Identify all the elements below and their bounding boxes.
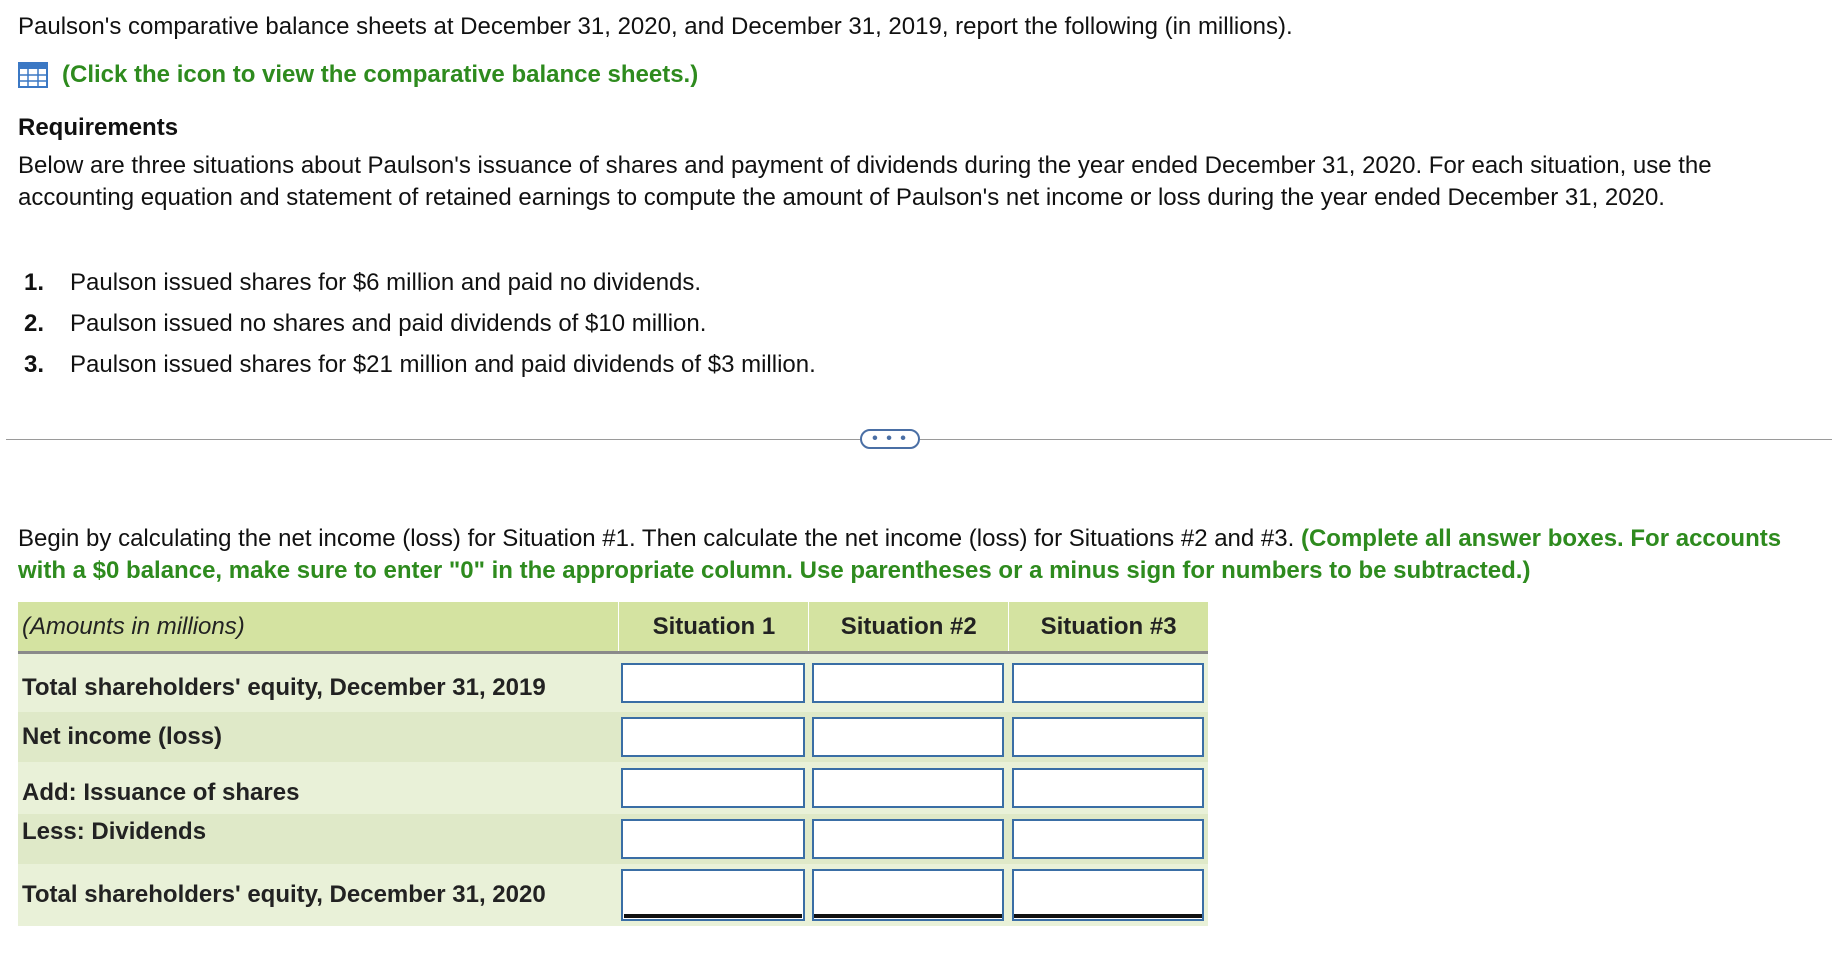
double-underline bbox=[1014, 914, 1202, 918]
answer-input-row1-sit2[interactable] bbox=[812, 663, 1004, 703]
requirements-title: Requirements bbox=[18, 114, 179, 141]
header-situation-3: Situation #3 bbox=[1008, 602, 1208, 651]
row-label: Total shareholders' equity, December 31, 2019 bbox=[22, 674, 546, 701]
table-row bbox=[18, 864, 1208, 926]
view-balance-sheets-link[interactable] bbox=[18, 60, 698, 90]
cell bbox=[1008, 814, 1208, 864]
table-row bbox=[18, 762, 1208, 814]
cell bbox=[808, 654, 1008, 712]
cell bbox=[1008, 864, 1208, 926]
cell bbox=[618, 712, 808, 762]
double-underline bbox=[624, 914, 802, 918]
intro-text: Paulson's comparative balance sheets at December 31, 2020, and December 31, 2019, report the following (in millions). bbox=[18, 13, 1293, 40]
answer-input-row4-sit3[interactable] bbox=[1012, 819, 1204, 859]
cell bbox=[808, 814, 1008, 864]
cell bbox=[1008, 712, 1208, 762]
table-row bbox=[18, 712, 1208, 762]
table-row bbox=[18, 814, 1208, 864]
list-item bbox=[24, 344, 816, 385]
cell bbox=[618, 654, 808, 712]
instructions-text: Begin by calculating the net income (loss) for Situation #1. Then calculate the net income (loss) for Situations #2 and #3. bbox=[18, 525, 1295, 552]
answer-input-row3-sit2[interactable] bbox=[812, 768, 1004, 808]
list-item-number: 3. bbox=[24, 350, 45, 378]
answer-input-row3-sit1[interactable] bbox=[621, 768, 805, 808]
cell bbox=[618, 864, 808, 926]
answer-input-row2-sit1[interactable] bbox=[621, 717, 805, 757]
cell bbox=[808, 762, 1008, 814]
cell bbox=[808, 712, 1008, 762]
list-item-text: Paulson issued shares for $6 million and paid no dividends. bbox=[70, 268, 702, 296]
cell bbox=[618, 814, 808, 864]
answer-input-row2-sit2[interactable] bbox=[812, 717, 1004, 757]
answer-input-row1-sit3[interactable] bbox=[1012, 663, 1204, 703]
list-item-number: 1. bbox=[24, 268, 45, 296]
requirements-body: Below are three situations about Paulson's issuance of shares and payment of dividends during the year ended December 31, 2020. For each situation, use the accounting equation and statement of retained earnings to compute the amount of Paulson's net income or loss during the year ended December 31, 2020. bbox=[18, 152, 1712, 211]
requirements-list bbox=[24, 262, 816, 385]
list-item-text: Paulson issued shares for $21 million and paid dividends of $3 million. bbox=[70, 350, 816, 378]
header-situation-1: Situation 1 bbox=[618, 602, 808, 651]
list-item-text: Paulson issued no shares and paid dividends of $10 million. bbox=[70, 309, 707, 337]
answer-input-row4-sit1[interactable] bbox=[621, 819, 805, 859]
answer-input-row4-sit2[interactable] bbox=[812, 819, 1004, 859]
row-label: Add: Issuance of shares bbox=[22, 779, 300, 806]
instructions bbox=[18, 523, 1828, 587]
cell bbox=[808, 864, 1008, 926]
answer-input-row3-sit3[interactable] bbox=[1012, 768, 1204, 808]
list-item-number: 2. bbox=[24, 309, 45, 337]
list-item bbox=[24, 303, 816, 344]
header-situation-2: Situation #2 bbox=[808, 602, 1008, 651]
cell bbox=[618, 762, 808, 814]
list-item bbox=[24, 262, 816, 303]
table-header bbox=[18, 602, 1208, 654]
answer-input-row2-sit3[interactable] bbox=[1012, 717, 1204, 757]
row-label: Less: Dividends bbox=[22, 818, 207, 845]
double-underline bbox=[814, 914, 1002, 918]
table-grid-icon[interactable] bbox=[18, 62, 48, 88]
header-amounts-label: (Amounts in millions) bbox=[22, 612, 245, 640]
equity-table bbox=[18, 602, 1208, 926]
cell bbox=[1008, 762, 1208, 814]
row-label: Net income (loss) bbox=[22, 723, 223, 750]
cell bbox=[1008, 654, 1208, 712]
expand-more-button[interactable]: • • • bbox=[860, 429, 920, 449]
answer-input-row1-sit1[interactable] bbox=[621, 663, 805, 703]
view-balance-sheets-label[interactable]: (Click the icon to view the comparative balance sheets.) bbox=[62, 61, 699, 88]
instructions-note: (Complete all answer boxes. For accounts with a $0 balance, make sure to enter "0" in the appropriate column. Use parentheses or a minus sign for numbers to be subtracted.) bbox=[18, 525, 1782, 584]
table-row bbox=[18, 654, 1208, 712]
row-label: Total shareholders' equity, December 31, 2020 bbox=[22, 881, 546, 908]
